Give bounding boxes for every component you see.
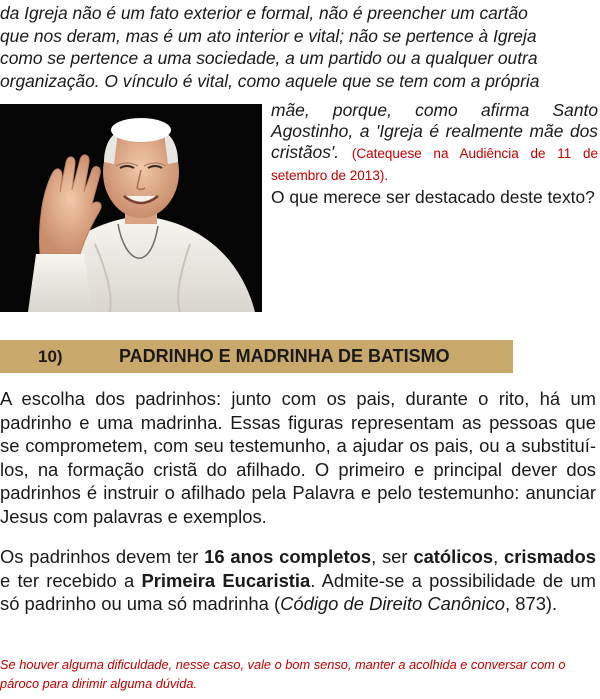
bold-catholic: católicos xyxy=(413,546,494,567)
godparents-requirements-paragraph xyxy=(0,545,596,616)
footnote-warning: Se houver alguma dificuldade, nesse caso, vale o bom senso, manter a acolhida e conversar com o pároco para dirimir alguma dúvida. xyxy=(0,657,566,691)
section-number: 10) xyxy=(38,347,63,366)
bold-confirmed: crismados xyxy=(504,546,596,567)
text-run: , 873). xyxy=(505,593,558,614)
side-text xyxy=(271,100,598,208)
reflection-question: O que merece ser destacado deste texto? xyxy=(271,187,595,207)
pope-photo xyxy=(0,104,262,312)
text-run: , ser xyxy=(371,546,414,567)
text-run: Os padrinhos devem ter xyxy=(0,546,205,567)
intro-line: organização. O vínculo é vital, como aquele que se tem com a própria xyxy=(0,70,540,91)
godparents-choice-paragraph: A escolha dos padrinhos: junto com os pais, durante o rito, há um padrinho e uma madrinha. Essas figuras representam as pessoas que se comprometem, com seu testemunho, a ajudar os pais, ou a substituí-los, na formação cristã do afilhado. O primeiro e principal dever dos padrinhos é instruir o afilhado pela Palavra e pelo testemunho: anunciar Jesus com palavras e exemplos. xyxy=(0,388,596,527)
text-run: e ter recebido a xyxy=(0,569,142,591)
quote-text: mãe, porque, como afirma Santo Agostinho, a 'Igreja é realmente mãe dos cristãos'. xyxy=(271,100,598,162)
pope-illustration xyxy=(0,104,262,312)
quote-continuation xyxy=(271,100,598,186)
canon-law-title: Código de Direito Canônico xyxy=(280,593,506,614)
citation: (Catequese na Audiência de 11 de setembro de 2013). xyxy=(271,146,598,183)
intro-line: que nos deram, mas é um ato interior e vital; não se pertence à Igreja xyxy=(0,25,537,46)
bold-age: 16 anos completos xyxy=(204,546,372,567)
section-header-bar xyxy=(0,340,513,373)
section-title: PADRINHO E MADRINHA DE BATISMO xyxy=(119,346,450,366)
text-run: . Admite-se a possibilidade de um só padrinho ou uma só madrinha ( xyxy=(0,569,596,614)
intro-paragraph xyxy=(0,2,598,92)
intro-line: da Igreja não é um fato exterior e formal, não é preencher um cartão xyxy=(0,3,528,23)
intro-line: como se pertence a uma sociedade, a um partido ou a qualquer outra xyxy=(0,48,538,68)
bold-eucharist: Primeira Eucaristia xyxy=(141,569,311,591)
text-run: , xyxy=(493,546,504,567)
